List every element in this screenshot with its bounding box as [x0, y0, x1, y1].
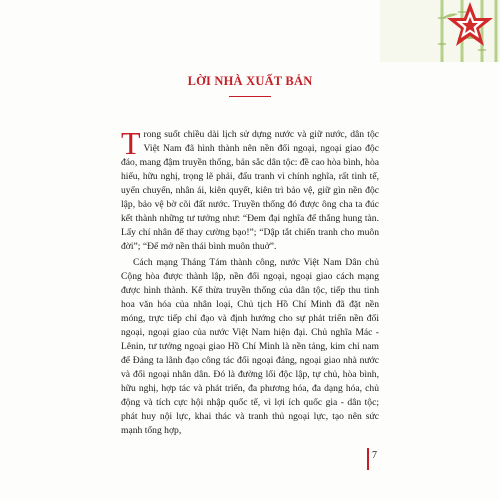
page-number: 7 [372, 450, 377, 461]
bamboo-star-decoration [380, 0, 500, 62]
page-number-bar [367, 448, 369, 470]
drop-cap: T [121, 125, 141, 161]
paragraph-1 [121, 125, 379, 254]
title-underline [229, 96, 271, 97]
paragraph-2: Cách mạng Tháng Tám thành công, nước Việt Nam Dân chủ Cộng hòa được thành lập, nền đối ngoại, ngoại giao cách mạng được hình thành. Kế thừa truyền thống của dân tộc, tiếp thu tinh hoa văn hóa của nhân loại, Chủ tịch Hồ Chí Minh đã đặt nền móng, trực tiếp chỉ đạo và định hướng cho sự phát triển nền đối ngoại, ngoại giao của nước Việt Nam hiện đại. Chủ nghĩa Mác - Lênin, tư tưởng ngoại giao Hồ Chí Minh là nền tảng, kim chỉ nam để Đảng ta lãnh đạo công tác đối ngoại đảng, ngoại giao nhà nước và đối ngoại nhân dân. Đó là đường lối độc lập, tự chủ, hòa bình, hữu nghị, hợp tác và phát triển, đa phương hóa, đa dạng hóa, chủ động và tích cực hội nhập quốc tế, vì lợi ích quốc gia - dân tộc; phát huy nội lực, khai thác và tranh thủ ngoại lực, tạo nên sức mạnh tổng hợp, [121, 257, 379, 436]
paragraph-1-text: rong suốt chiều dài lịch sử dựng nước và giữ nước, dân tộc Việt Nam đã hình thành nên nền đối ngoại, ngoại giao độc đáo, mang đậm truyền thống, bản sắc dân tộc: đề cao hòa bình, hòa hiếu, hữu nghị, trọng lẽ phải, đấu tranh vì chính nghĩa, rất tinh tế, uyển chuyển, nhân ái, kiên quyết, kiên trì bảo vệ, giữ gìn nền độc lập, bảo vệ bờ cõi đất nước. Truyền thống đó được ông cha ta đúc kết thành những tư tưởng như: “Đem đại nghĩa để thắng hung tàn. Lấy chí nhân để thay cường bạo!”; “Dập tắt chiến tranh cho muôn đời”; “Để mở nền thái bình muôn thuở”. [121, 129, 379, 252]
page-title: LỜI NHÀ XUẤT BẢN [187, 74, 313, 88]
body-text [121, 125, 379, 438]
